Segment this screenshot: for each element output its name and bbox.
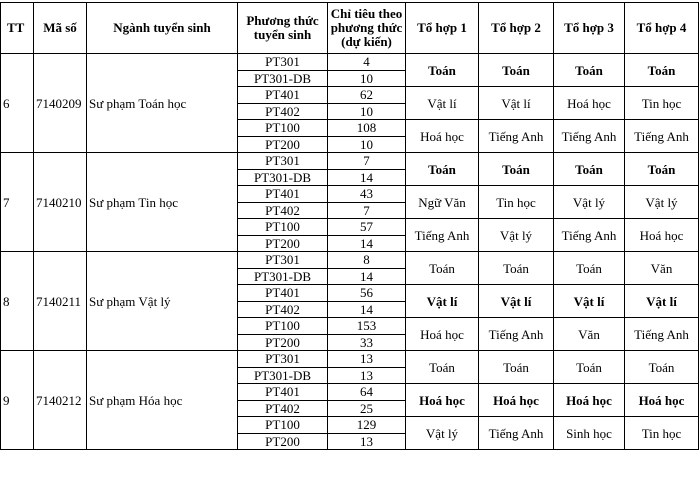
admission-method: PT301-DB <box>238 169 328 186</box>
subject-combo-2: Tiếng Anh <box>479 417 554 450</box>
admission-method: PT401 <box>238 87 328 104</box>
subject-combo-4: Vật lý <box>625 186 699 219</box>
header-method: Phương thức tuyển sinh <box>238 3 328 54</box>
admission-method: PT401 <box>238 186 328 203</box>
admission-method: PT402 <box>238 202 328 219</box>
admission-method: PT301 <box>238 54 328 71</box>
subject-combo-2: Vật lí <box>479 285 554 318</box>
quota-value: 10 <box>328 70 406 87</box>
admission-method: PT200 <box>238 433 328 450</box>
quota-value: 8 <box>328 252 406 269</box>
subject-combo-1: Vật lý <box>406 417 479 450</box>
subject-combo-4: Tin học <box>625 417 699 450</box>
admission-method: PT301 <box>238 351 328 368</box>
quota-value: 108 <box>328 120 406 137</box>
subject-combo-3: Tiếng Anh <box>554 219 625 252</box>
subject-combo-2: Vật lý <box>479 219 554 252</box>
subject-combo-2: Toán <box>479 153 554 186</box>
table-row <box>1 54 699 71</box>
subject-combo-4: Tiếng Anh <box>625 318 699 351</box>
major-code: 7140209 <box>34 54 87 153</box>
subject-combo-1: Ngữ Văn <box>406 186 479 219</box>
header-code: Mã số <box>34 3 87 54</box>
major-code: 7140212 <box>34 351 87 450</box>
row-number: 9 <box>1 351 34 450</box>
admissions-table <box>0 2 699 450</box>
header-tt: TT <box>1 3 34 54</box>
quota-value: 57 <box>328 219 406 236</box>
admission-method: PT402 <box>238 301 328 318</box>
table-row <box>1 351 699 368</box>
major-code: 7140210 <box>34 153 87 252</box>
admission-method: PT301-DB <box>238 268 328 285</box>
quota-value: 43 <box>328 186 406 203</box>
subject-combo-4: Tiếng Anh <box>625 120 699 153</box>
major-name: Sư phạm Tin học <box>87 153 238 252</box>
subject-combo-1: Toán <box>406 252 479 285</box>
subject-combo-2: Toán <box>479 351 554 384</box>
subject-combo-3: Sinh học <box>554 417 625 450</box>
subject-combo-3: Vật lý <box>554 186 625 219</box>
subject-combo-3: Tiếng Anh <box>554 120 625 153</box>
subject-combo-4: Văn <box>625 252 699 285</box>
admission-method: PT100 <box>238 318 328 335</box>
subject-combo-4: Hoá học <box>625 219 699 252</box>
quota-value: 14 <box>328 169 406 186</box>
quota-value: 129 <box>328 417 406 434</box>
major-name: Sư phạm Hóa học <box>87 351 238 450</box>
quota-value: 7 <box>328 202 406 219</box>
header-row <box>1 3 699 54</box>
subject-combo-2: Toán <box>479 54 554 87</box>
quota-value: 14 <box>328 301 406 318</box>
quota-value: 13 <box>328 367 406 384</box>
subject-combo-1: Tiếng Anh <box>406 219 479 252</box>
quota-value: 4 <box>328 54 406 71</box>
quota-value: 64 <box>328 384 406 401</box>
admission-method: PT401 <box>238 384 328 401</box>
subject-combo-1: Toán <box>406 54 479 87</box>
subject-combo-1: Hoá học <box>406 384 479 417</box>
admission-method: PT301 <box>238 252 328 269</box>
subject-combo-3: Toán <box>554 153 625 186</box>
subject-combo-3: Toán <box>554 252 625 285</box>
subject-combo-4: Tin học <box>625 87 699 120</box>
subject-combo-3: Hoá học <box>554 384 625 417</box>
row-number: 8 <box>1 252 34 351</box>
admission-method: PT401 <box>238 285 328 302</box>
header-combo-2: Tổ hợp 2 <box>479 3 554 54</box>
header-quota: Chỉ tiêu theo phương thức (dự kiến) <box>328 3 406 54</box>
subject-combo-3: Văn <box>554 318 625 351</box>
major-name: Sư phạm Toán học <box>87 54 238 153</box>
admission-method: PT100 <box>238 219 328 236</box>
subject-combo-1: Hoá học <box>406 120 479 153</box>
subject-combo-4: Vật lí <box>625 285 699 318</box>
header-combo-4: Tổ hợp 4 <box>625 3 699 54</box>
subject-combo-3: Toán <box>554 351 625 384</box>
subject-combo-2: Tin học <box>479 186 554 219</box>
admission-method: PT200 <box>238 136 328 153</box>
quota-value: 62 <box>328 87 406 104</box>
quota-value: 10 <box>328 136 406 153</box>
quota-value: 25 <box>328 400 406 417</box>
subject-combo-2: Tiếng Anh <box>479 318 554 351</box>
subject-combo-1: Vật lí <box>406 285 479 318</box>
admission-method: PT402 <box>238 400 328 417</box>
subject-combo-1: Toán <box>406 153 479 186</box>
table-body <box>1 54 699 450</box>
subject-combo-3: Vật lí <box>554 285 625 318</box>
subject-combo-1: Toán <box>406 351 479 384</box>
admission-method: PT100 <box>238 120 328 137</box>
admission-method: PT301-DB <box>238 70 328 87</box>
subject-combo-4: Toán <box>625 54 699 87</box>
major-name: Sư phạm Vật lý <box>87 252 238 351</box>
subject-combo-2: Hoá học <box>479 384 554 417</box>
admission-method: PT301-DB <box>238 367 328 384</box>
admission-method: PT301 <box>238 153 328 170</box>
subject-combo-3: Toán <box>554 54 625 87</box>
table-row <box>1 153 699 170</box>
admission-method: PT200 <box>238 235 328 252</box>
admission-method: PT100 <box>238 417 328 434</box>
quota-value: 56 <box>328 285 406 302</box>
subject-combo-2: Vật lí <box>479 87 554 120</box>
major-code: 7140211 <box>34 252 87 351</box>
quota-value: 10 <box>328 103 406 120</box>
subject-combo-4: Toán <box>625 153 699 186</box>
table-row <box>1 252 699 269</box>
subject-combo-4: Hoá học <box>625 384 699 417</box>
subject-combo-4: Toán <box>625 351 699 384</box>
row-number: 7 <box>1 153 34 252</box>
admission-method: PT402 <box>238 103 328 120</box>
quota-value: 33 <box>328 334 406 351</box>
admission-method: PT200 <box>238 334 328 351</box>
header-combo-1: Tổ hợp 1 <box>406 3 479 54</box>
header-major: Ngành tuyển sinh <box>87 3 238 54</box>
subject-combo-1: Hoá học <box>406 318 479 351</box>
quota-value: 13 <box>328 351 406 368</box>
quota-value: 13 <box>328 433 406 450</box>
quota-value: 14 <box>328 268 406 285</box>
quota-value: 153 <box>328 318 406 335</box>
header-combo-3: Tổ hợp 3 <box>554 3 625 54</box>
subject-combo-3: Hoá học <box>554 87 625 120</box>
quota-value: 7 <box>328 153 406 170</box>
subject-combo-2: Toán <box>479 252 554 285</box>
subject-combo-2: Tiếng Anh <box>479 120 554 153</box>
quota-value: 14 <box>328 235 406 252</box>
row-number: 6 <box>1 54 34 153</box>
subject-combo-1: Vật lí <box>406 87 479 120</box>
